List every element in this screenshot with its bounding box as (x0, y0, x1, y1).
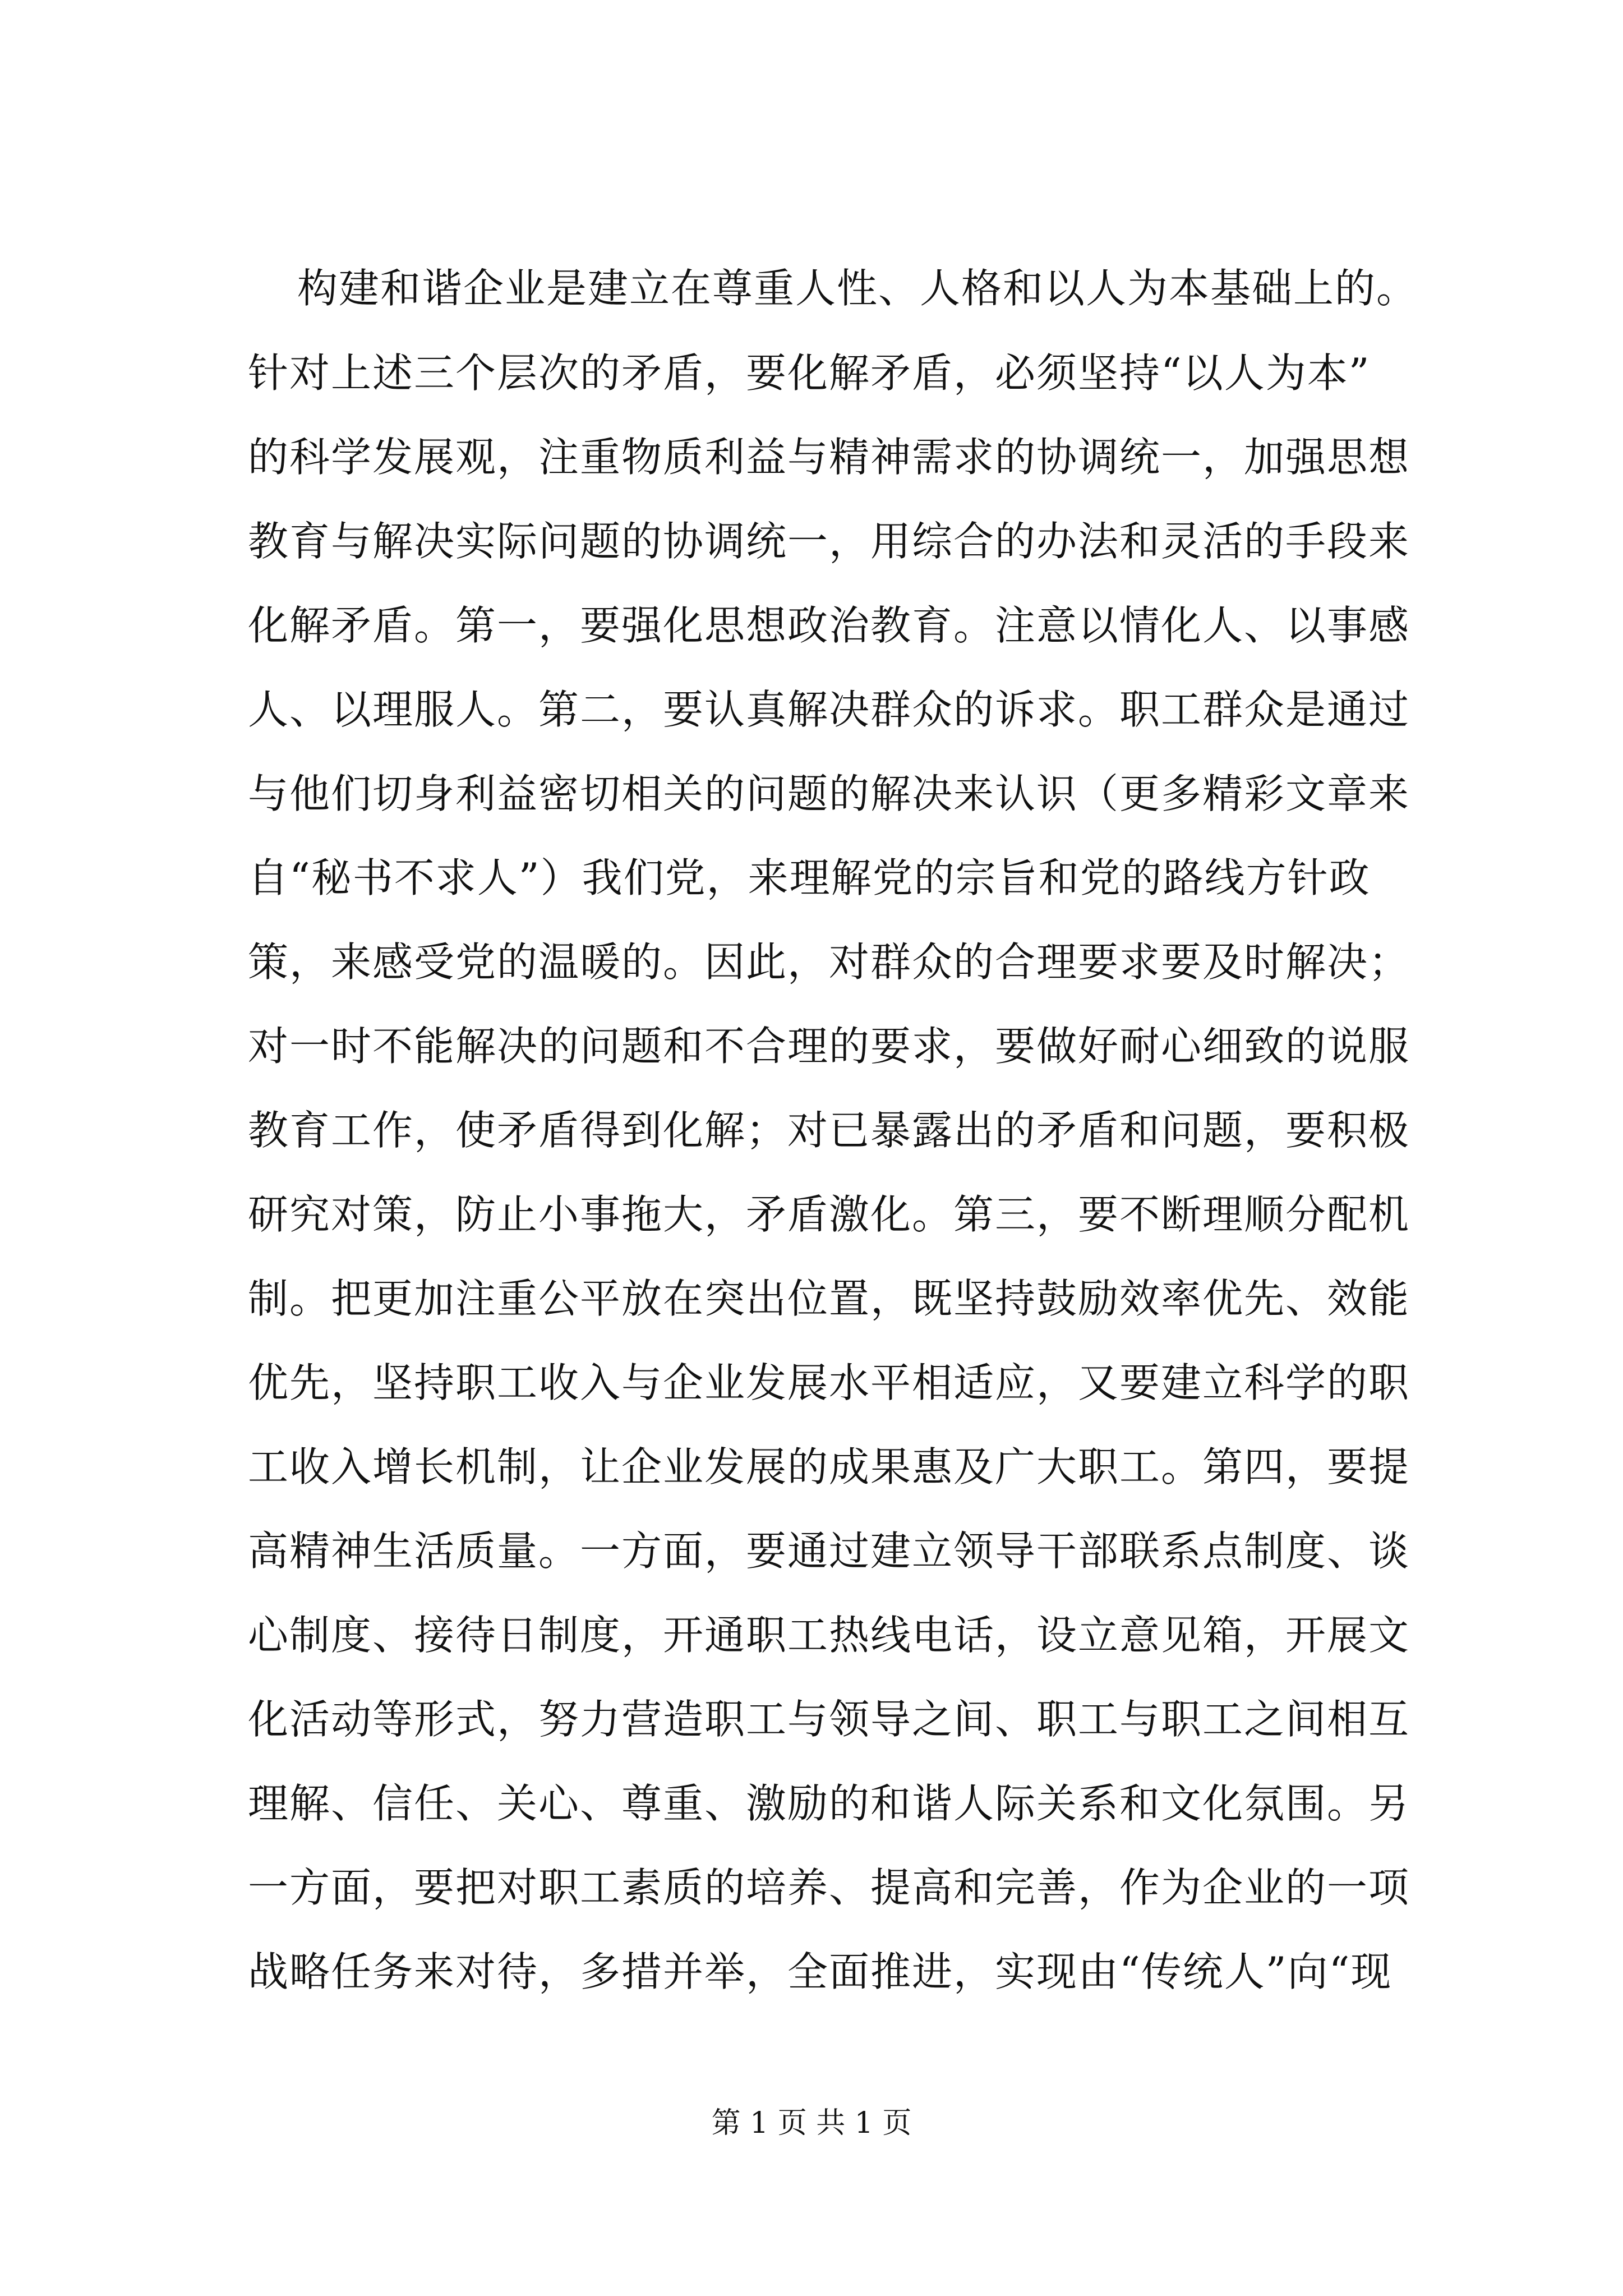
text-line: 策，来感受党的温暖的。因此，对群众的合理要求要及时解决； (248, 938, 1410, 986)
text-line: 化活动等形式，努力营造职工与领导之间、职工与职工之间相互 (248, 1696, 1410, 1743)
text-line: 化解矛盾。第一，要强化思想政治教育。注意以情化人、以事感 (248, 602, 1410, 649)
text-line: 工收入增长机制，让企业发展的成果惠及广大职工。第四，要提 (248, 1443, 1410, 1490)
text-line: 优先，坚持职工收入与企业发展水平相适应，又要建立科学的职 (248, 1359, 1410, 1406)
text-line: 制。把更加注重公平放在突出位置，既坚持鼓励效率优先、效能 (248, 1275, 1410, 1322)
text-line: 一方面，要把对职工素质的培养、提高和完善，作为企业的一项 (248, 1864, 1410, 1911)
text-line: 心制度、接待日制度，开通职工热线电话，设立意见箱，开展文 (248, 1612, 1410, 1659)
text-line: 教育与解决实际问题的协调统一，用综合的办法和灵活的手段来 (248, 518, 1410, 565)
text-line: 与他们切身利益密切相关的问题的解决来认识（更多精彩文章来 (248, 770, 1410, 817)
text-line: 的科学发展观，注重物质利益与精神需求的协调统一，加强思想 (248, 434, 1410, 481)
page-number-footer: 第 1 页 共 1 页 (711, 2106, 912, 2140)
text-line: 对一时不能解决的问题和不合理的要求，要做好耐心细致的说服 (248, 1023, 1410, 1070)
text-line: 构建和谐企业是建立在尊重人性、人格和以人为本基础上的。 (297, 265, 1418, 312)
text-line: 理解、信任、关心、尊重、激励的和谐人际关系和文化氛围。另 (248, 1780, 1410, 1827)
text-line: 高精神生活质量。一方面，要通过建立领导干部联系点制度、谈 (248, 1527, 1410, 1575)
text-line: 教育工作，使矛盾得到化解；对已暴露出的矛盾和问题，要积极 (248, 1107, 1410, 1154)
text-line: 人、以理服人。第二，要认真解决群众的诉求。职工群众是通过 (248, 686, 1410, 733)
text-line: 针对上述三个层次的矛盾，要化解矛盾，必须坚持“以人为本” (248, 349, 1371, 397)
text-line: 自“秘书不求人”）我们党，来理解党的宗旨和党的路线方针政 (248, 854, 1371, 901)
text-line: 研究对策，防止小事拖大，矛盾激化。第三，要不断理顺分配机 (248, 1191, 1410, 1238)
text-line: 战略任务来对待，多措并举，全面推进，实现由“传统人”向“现 (248, 1948, 1393, 1995)
